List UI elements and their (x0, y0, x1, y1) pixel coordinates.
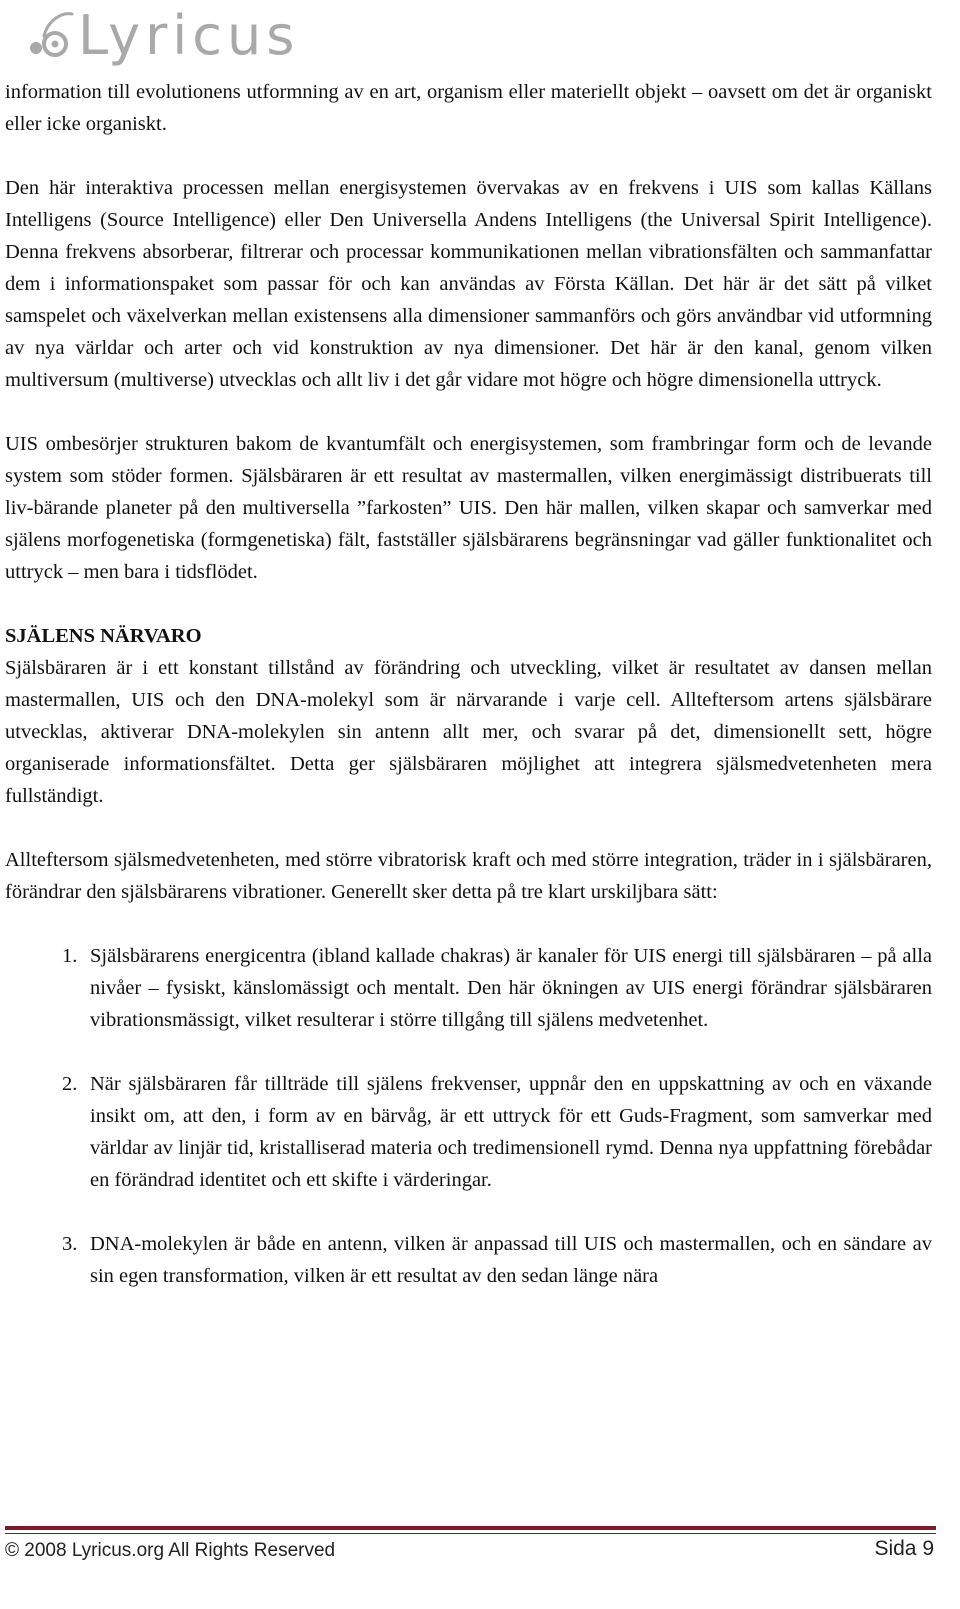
footer-divider-thin (5, 1533, 936, 1534)
list-text: Själsbärarens energicentra (ibland kallade chakras) är kanaler för UIS energi till själsbäraren – på alla nivåer – fysiskt, känslomässigt och mentalt. Den här ökningen av UIS energi förändrar själsbäraren vibrationsmässigt, vilket resulterar i större tillgång till själens medvetenhet. (90, 945, 932, 1031)
list-item (5, 940, 932, 1036)
list-text: DNA-molekylen är både en antenn, vilken är anpassad till UIS och mastermallen, och en sändare av sin egen transformation, vilken är ett resultat av den sedan länge nära (90, 1233, 932, 1287)
paragraph: Själsbäraren är i ett konstant tillstånd av förändring och utveckling, vilket är resultatet av dansen mellan mastermallen, UIS och den DNA-molekyl som är närvarande i varje cell. Allteftersom artens själsbärare utvecklas, aktiverar DNA-molekylen sin antenn allt mer, och svarar på det, dimensionellt sett, högre organiserade informationsfältet. Detta ger själsbäraren möjlighet att integrera själsmedvetenheten mera fullständigt. (5, 657, 932, 807)
paragraph: Den här interaktiva processen mellan energisystemen övervakas av en frekvens i UIS som kallas Källans Intelligens (Source Intelligence) eller Den Universella Andens Intelligens (the Universal Spirit Intelligence). Denna frekvens absorberar, filtrerar och processar kommunikationen mellan vibrationsfälten och sammanfattar dem i informationspaket som passar för och kan användas av Första Källan. Det här är det sätt på vilket samspelet och växelverkan mellan existensens alla dimensioner sammanförs och görs användbar vid utformning av nya världar och arter och vid konstruktion av nya dimensioner. Det här är den kanal, genom vilken multiversum (multiverse) utvecklas och allt liv i det går vidare mot högre och högre dimensionella uttryck. (5, 177, 932, 391)
list-number: 1. (62, 945, 78, 967)
list-item (5, 1068, 932, 1196)
paragraph: UIS ombesörjer strukturen bakom de kvantumfält och energisystemen, som frambringar form och de levande system som stöder formen. Själsbäraren är ett resultat av mastermallen, vilken energimässigt distribuerats till liv-bärande planeter på den multiversella ”farkosten” UIS. Den här mallen, vilken skapar och samverkar med själens morfogenetiska (formgenetiska) fält, fastställer själsbärarens begränsningar vad gäller funktionalitet och uttryck – men bara i tidsflödet. (5, 433, 932, 583)
paragraph: Allteftersom själsmedvetenheten, med större vibratorisk kraft och med större integration, träder in i själsbäraren, förändrar den själsbärarens vibrationer. Generellt sker detta på tre klart urskiljbara sätt: (5, 849, 932, 903)
footer-divider (5, 1526, 936, 1530)
section-heading: SJÄLENS NÄRVARO (5, 625, 202, 647)
numbered-list (5, 940, 932, 1292)
list-number: 2. (62, 1073, 78, 1095)
list-number: 3. (62, 1233, 78, 1255)
site-logo (22, 0, 299, 72)
document-body (5, 76, 932, 1324)
list-text: När själsbäraren får tillträde till själens frekvenser, uppnår den en uppskattning av och en växande insikt om, att den, i form av en bärvåg, är ett uttryck för ett Guds-Fragment, som samverkar med världar av linjär tid, kristalliserad materia och tredimensionell rymd. Denna nya uppfattning förebådar en förändrad identitet och ett skifte i värderingar. (90, 1073, 932, 1191)
logo-swirl-icon (22, 8, 74, 64)
logo-text: Lyricus (78, 4, 300, 67)
paragraph: information till evolutionens utformning av en art, organism eller materiellt objekt – oavsett om det är organiskt eller icke organiskt. (5, 81, 932, 135)
page-number: Sida 9 (874, 1537, 934, 1560)
footer-copyright: © 2008 Lyricus.org All Rights Reserved (5, 1540, 336, 1561)
list-item (5, 1228, 932, 1292)
